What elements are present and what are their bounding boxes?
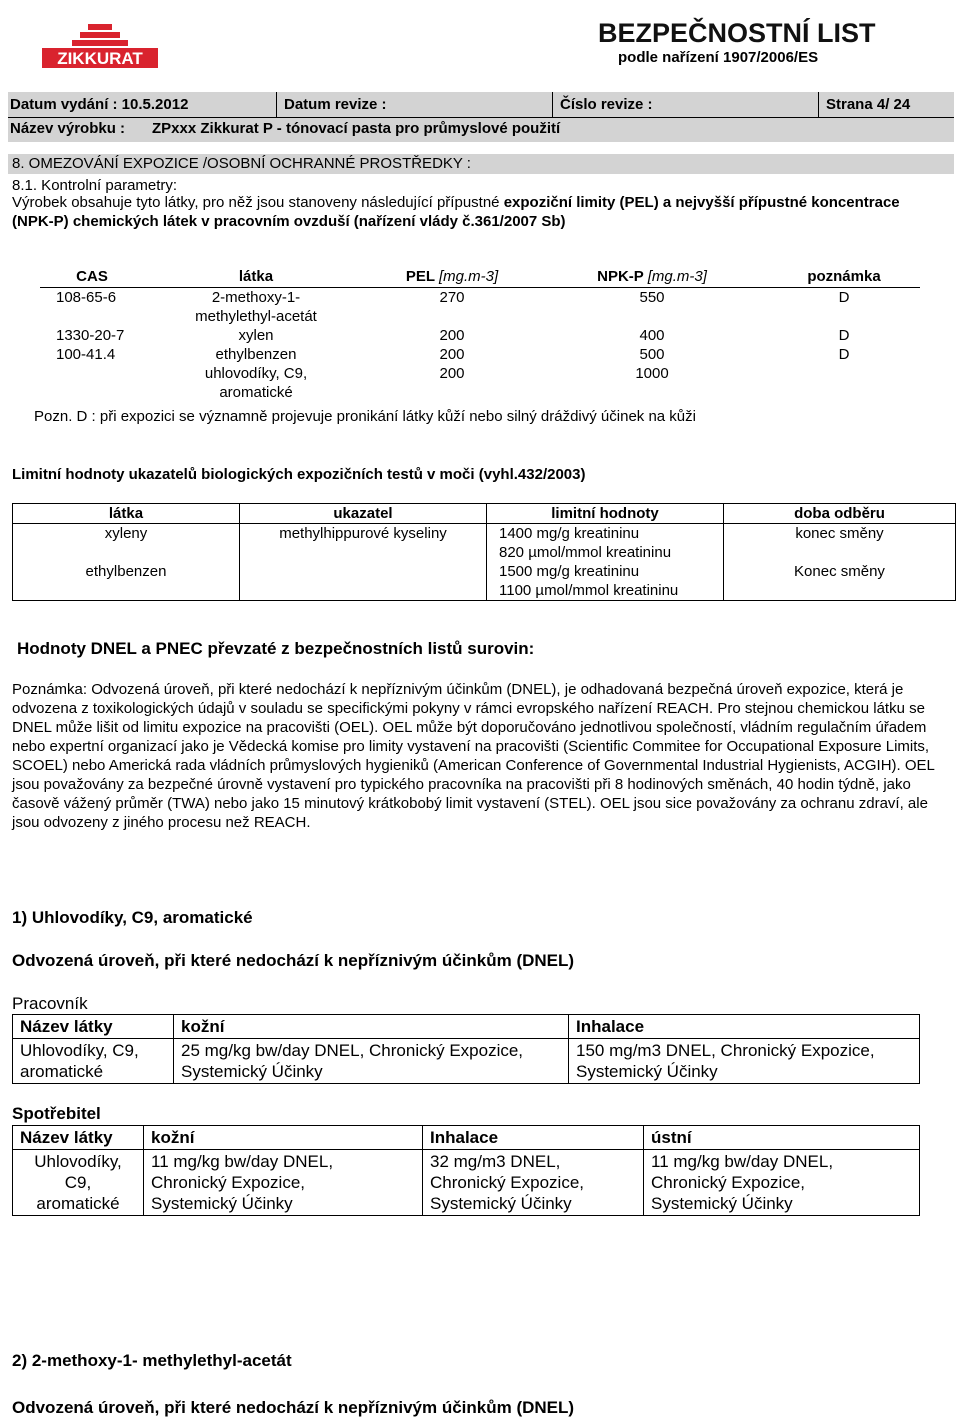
col-period: doba odběru bbox=[724, 504, 956, 524]
col-name: Název látky bbox=[13, 1015, 174, 1039]
cell-npk: 500 bbox=[639, 346, 665, 363]
dnel-note: Poznámka: Odvozená úroveň, při které nedochází k nepříznivým účinkům (DNEL), je odhadovaná bezpečná úroveň expozice, která je odvozena z toxikologických údajů v souladu se specifickými pokyny v rámci evropského nařízení REACH. Pro stejnou chemickou látku se DNEL může lišit od limitu expozice na pracovišti (OEL). OEL může být doporučováno jednotlivou společností, vládním regulačním úřadem nebo expertní organizací jako je Vědecká komise pro limity vystavení na pracovišti (Scientific Commitee for Occupational Exposure Limits, SCOEL) nebo Americká rada vládních průmyslových hygieniků (American Conference of Governmental Industrial Hygienists, ACGIH). OEL jsou považovány za bezpečné úrovně vystavení pro typického pracovníka na pracovišti při 8 hodinových směnách, 40 hodin týdně, jako časově vážený průměr (TWA) nebo jako 15 minutový krátkobobý limit vystavení (STEL). OEL jsou sice považovány za ochranu zdraví, ale jsou odvozeny z jiného procesu než REACH. bbox=[12, 681, 935, 831]
info-bar bbox=[8, 92, 954, 142]
cell-inhal: 32 mg/m3 DNEL, Chronický Expozice, Systemický Účinky bbox=[423, 1150, 644, 1216]
intro-paragraph bbox=[12, 193, 912, 231]
col-pel-label: PEL bbox=[405, 268, 435, 285]
divider bbox=[276, 92, 277, 117]
cell-note: D bbox=[838, 346, 850, 363]
cell-npk: 550 bbox=[639, 289, 665, 306]
subsection-title: 8.1. Kontrolní parametry: bbox=[12, 177, 178, 194]
col-inhal: Inhalace bbox=[423, 1126, 644, 1150]
cell-pel: 200 bbox=[439, 365, 465, 382]
cell-dermal: 11 mg/kg bw/day DNEL, Chronický Expozice, Systemický Účinky bbox=[144, 1150, 423, 1216]
cell-substance: uhlovodíky, C9, aromatické bbox=[204, 365, 308, 401]
col-note: poznámka bbox=[768, 266, 920, 288]
cell-pel: 200 bbox=[439, 346, 465, 363]
cell-note: D bbox=[838, 327, 850, 344]
table-row bbox=[13, 562, 956, 601]
dnel-heading: Hodnoty DNEL a PNEC převzaté z bezpečnostních listů surovin: bbox=[17, 639, 535, 658]
cell-indicator bbox=[240, 562, 487, 601]
limit-value: 820 µmol/mmol kreatininu bbox=[499, 544, 672, 561]
substance2-dnel-title: Odvozená úroveň, při které nedochází k nepříznivým účinkům (DNEL) bbox=[12, 1398, 575, 1417]
table-row bbox=[40, 345, 920, 364]
revision-date: Datum revize : bbox=[284, 96, 387, 113]
col-substance: látka bbox=[13, 504, 240, 524]
col-cas: CAS bbox=[40, 266, 144, 288]
col-inhal: Inhalace bbox=[569, 1015, 920, 1039]
cell-inhal: 150 mg/m3 DNEL, Chronický Expozice, Systemický Účinky bbox=[569, 1039, 920, 1084]
table-row bbox=[13, 1039, 920, 1084]
table-header-row bbox=[40, 266, 920, 288]
logo-text: ZIKKURAT bbox=[57, 49, 143, 68]
cell-limit bbox=[487, 562, 724, 601]
cell-npk: 400 bbox=[639, 327, 665, 344]
document-subtitle: podle nařízení 1907/2006/ES bbox=[618, 49, 819, 66]
col-limit: limitní hodnoty bbox=[487, 504, 724, 524]
col-npk-unit: [mg.m-3] bbox=[647, 268, 707, 285]
col-pel bbox=[368, 266, 536, 288]
col-dermal: kožní bbox=[174, 1015, 569, 1039]
table-header-row bbox=[13, 1126, 920, 1150]
product-name: ZPxxx Zikkurat P - tónovací pasta pro průmyslové použití bbox=[152, 120, 561, 137]
table-footnote: Pozn. D : při expozici se významně projevuje pronikání látky kůží nebo silný dráždivý účinek na kůži bbox=[34, 408, 696, 425]
limit-value: 1100 µmol/mmol kreatininu bbox=[499, 582, 679, 599]
product-label: Název výrobku : bbox=[10, 120, 126, 137]
cell-substance: 2-methoxy-1- methylethyl-acetát bbox=[195, 289, 317, 325]
table-header-row bbox=[13, 1015, 920, 1039]
cell-period: Konec směny bbox=[724, 562, 956, 601]
col-indicator: ukazatel bbox=[240, 504, 487, 524]
col-npk-label: NPK-P bbox=[597, 268, 644, 285]
worker-dnel-table bbox=[12, 1014, 920, 1084]
cell-note: D bbox=[838, 289, 850, 306]
substance1-title: 1) Uhlovodíky, C9, aromatické bbox=[12, 908, 253, 927]
cell-cas: 100-41.4 bbox=[56, 346, 116, 363]
cell-cas: 1330-20-7 bbox=[56, 327, 125, 344]
consumer-title: Spotřebitel bbox=[12, 1104, 101, 1123]
table-row bbox=[13, 524, 956, 563]
intro-text-b: expoziční limity (PEL) a nejvyšší přípustné koncentrace (NPK-P) chemických látek v pracovním ovzduší (nařízení vlády č. bbox=[12, 194, 900, 230]
cell-pel: 200 bbox=[439, 327, 465, 344]
page-number: Strana 4/ 24 bbox=[826, 96, 911, 113]
table-header-row bbox=[13, 504, 956, 524]
cell-oral: 11 mg/kg bw/day DNEL, Chronický Expozice, Systemický Účinky bbox=[644, 1150, 920, 1216]
bio-limits-table bbox=[12, 503, 956, 601]
intro-text-a: Výrobek obsahuje tyto látky, pro něž jsou stanoveny následující přípustné bbox=[12, 194, 504, 211]
divider bbox=[818, 92, 819, 117]
col-substance: látka bbox=[144, 266, 368, 288]
bio-limits-title: Limitní hodnoty ukazatelů biologických expozičních testů v moči (vyhl.432/2003) bbox=[12, 466, 586, 483]
cell-substance: ethylbenzen bbox=[13, 562, 240, 601]
cell-npk: 1000 bbox=[635, 365, 669, 382]
section-title: 8. OMEZOVÁNÍ EXPOZICE /OSOBNÍ OCHRANNÉ PROSTŘEDKY : bbox=[12, 155, 471, 172]
col-npk bbox=[536, 266, 768, 288]
table-row bbox=[40, 326, 920, 345]
cell-cas bbox=[40, 364, 144, 402]
zikkurat-logo bbox=[38, 22, 162, 76]
cell-limit bbox=[487, 524, 724, 563]
col-name: Název látky bbox=[13, 1126, 144, 1150]
cell-cas: 108-65-6 bbox=[56, 289, 117, 306]
cell-period: konec směny bbox=[724, 524, 956, 563]
col-oral: ústní bbox=[644, 1126, 920, 1150]
cell-indicator: methylhippurové kyseliny bbox=[240, 524, 487, 563]
worker-title: Pracovník bbox=[12, 994, 88, 1013]
cell-name: Uhlovodíky, C9, aromatické bbox=[13, 1039, 174, 1084]
limit-value: 1400 mg/g kreatininu bbox=[499, 525, 640, 542]
divider bbox=[8, 117, 954, 118]
cell-note bbox=[768, 364, 920, 402]
cell-pel: 270 bbox=[439, 289, 465, 306]
consumer-dnel-table bbox=[12, 1125, 920, 1216]
substance1-dnel-title: Odvozená úroveň, při které nedochází k nepříznivým účinkům (DNEL) bbox=[12, 951, 575, 970]
table-row bbox=[13, 1150, 920, 1216]
table-row bbox=[40, 288, 920, 327]
substance2-title: 2) 2-methoxy-1- methylethyl-acetát bbox=[12, 1351, 292, 1370]
limit-value: 1500 mg/g kreatininu bbox=[499, 563, 640, 580]
divider bbox=[552, 92, 553, 117]
col-pel-unit: [mg.m-3] bbox=[438, 268, 499, 285]
intro-text-c: 361/2007 Sb) bbox=[474, 213, 566, 230]
exposure-limits-table bbox=[40, 266, 920, 402]
issue-date: Datum vydání : 10.5.2012 bbox=[10, 96, 189, 113]
cell-substance: ethylbenzen bbox=[215, 346, 297, 363]
table-row bbox=[40, 364, 920, 402]
cell-name: Uhlovodíky, C9, aromatické bbox=[13, 1150, 144, 1216]
document-title: BEZPEČNOSTNÍ LIST bbox=[598, 18, 876, 48]
cell-substance: xyleny bbox=[13, 524, 240, 563]
col-dermal: kožní bbox=[144, 1126, 423, 1150]
revision-number: Číslo revize : bbox=[560, 96, 653, 113]
cell-substance: xylen bbox=[238, 327, 274, 344]
cell-dermal: 25 mg/kg bw/day DNEL, Chronický Expozice, Systemický Účinky bbox=[174, 1039, 569, 1084]
